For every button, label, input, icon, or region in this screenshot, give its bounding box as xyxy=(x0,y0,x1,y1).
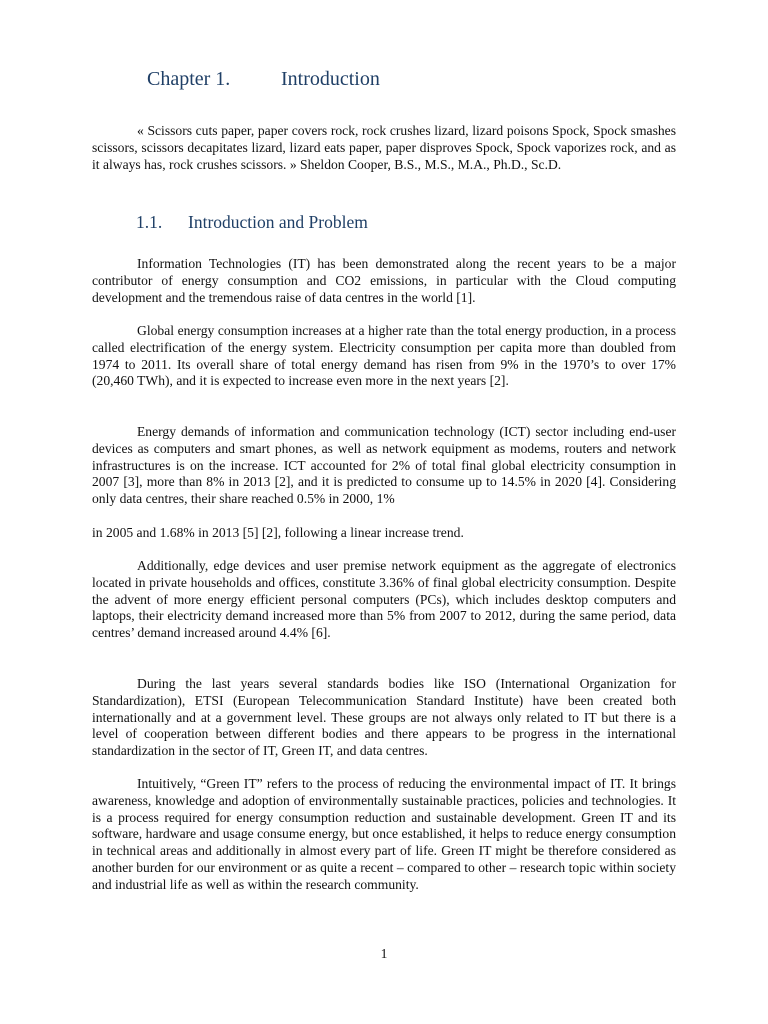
chapter-number: Chapter 1. xyxy=(147,68,231,90)
section-title: Introduction and Problem xyxy=(188,212,368,232)
paragraph-4: Additionally, edge devices and user premise network equipment as the aggregate of electronics located in private households and offices, constitute 3.36% of final global electricity consumption. Despite the advent of more energy efficient personal computers (PCs), which includes desktop computers and laptops, their electricity demand increased more than 5% from 2007 to 2012, during the same period, data centres’ demand increased around 4.4% [6]. xyxy=(92,558,676,641)
paragraph-5: During the last years several standards bodies like ISO (International Organization for Standardization), ETSI (European Telecommunication Standard Institute) have been created both internationally and at a government level. These groups are not always only related to IT but there is a level of cooperation between different bodies and there appears to be progress in the international standardization in the sector of IT, Green IT, and data centres. xyxy=(92,676,676,759)
paragraph-1: Information Technologies (IT) has been demonstrated along the recent years to be a major contributor of energy consumption and CO2 emissions, in particular with the Cloud computing development and the tremendous raise of data centres in the world [1]. xyxy=(92,256,676,305)
epigraph-quote: « Scissors cuts paper, paper covers rock, rock crushes lizard, lizard poisons Spock, Spock smashes scissors, scissors decapitates lizard, lizard eats paper, paper disproves Spock, Spock vaporizes rock, and as it always has, rock crushes scissors. » Sheldon Cooper, B.S., M.S., M.A., Ph.D., Sc.D. xyxy=(92,123,676,172)
paragraph-2: Global energy consumption increases at a higher rate than the total energy production, in a process called electrification of the energy system. Electricity consumption per capita more than doubled from 1974 to 2011. Its overall share of total energy demand has risen from 9% in the 1970’s to over 17% (20,460 TWh), and it is expected to increase even more in the next years [2]. xyxy=(92,323,676,389)
page-number: 1 xyxy=(380,946,388,961)
section-number: 1.1. xyxy=(136,212,163,232)
chapter-title: Introduction xyxy=(281,68,380,90)
paragraph-3: Energy demands of information and communication technology (ICT) sector including end-user devices as computers and smart phones, as well as network equipment as modems, routers and network infrastructures is on the increase. ICT accounted for 2% of total final global electricity consumption in 2007 [3], more than 8% in 2013 [2], and it is predicted to consume up to 14.5% in 2020 [4]. Considering only data centres, their share reached 0.5% in 2000, 1% xyxy=(92,424,676,507)
section-heading xyxy=(136,212,368,233)
chapter-heading xyxy=(147,68,380,91)
paragraph-6: Intuitively, “Green IT” refers to the process of reducing the environmental impact of IT. It brings awareness, knowledge and adoption of environmentally sustainable practices, policies and technologies. It is a process required for energy consumption reduction and sustainable development. Green IT and its software, hardware and usage consume energy, but once established, it helps to reduce energy consumption in technical areas and additionally in almost every part of life. Green IT might be therefore considered as another burden for our environment or as quite a recent – compared to other – research topic within society and industrial life as well as within the research community. xyxy=(92,776,676,892)
paragraph-3-continued: in 2005 and 1.68% in 2013 [5] [2], following a linear increase trend. xyxy=(92,525,464,540)
